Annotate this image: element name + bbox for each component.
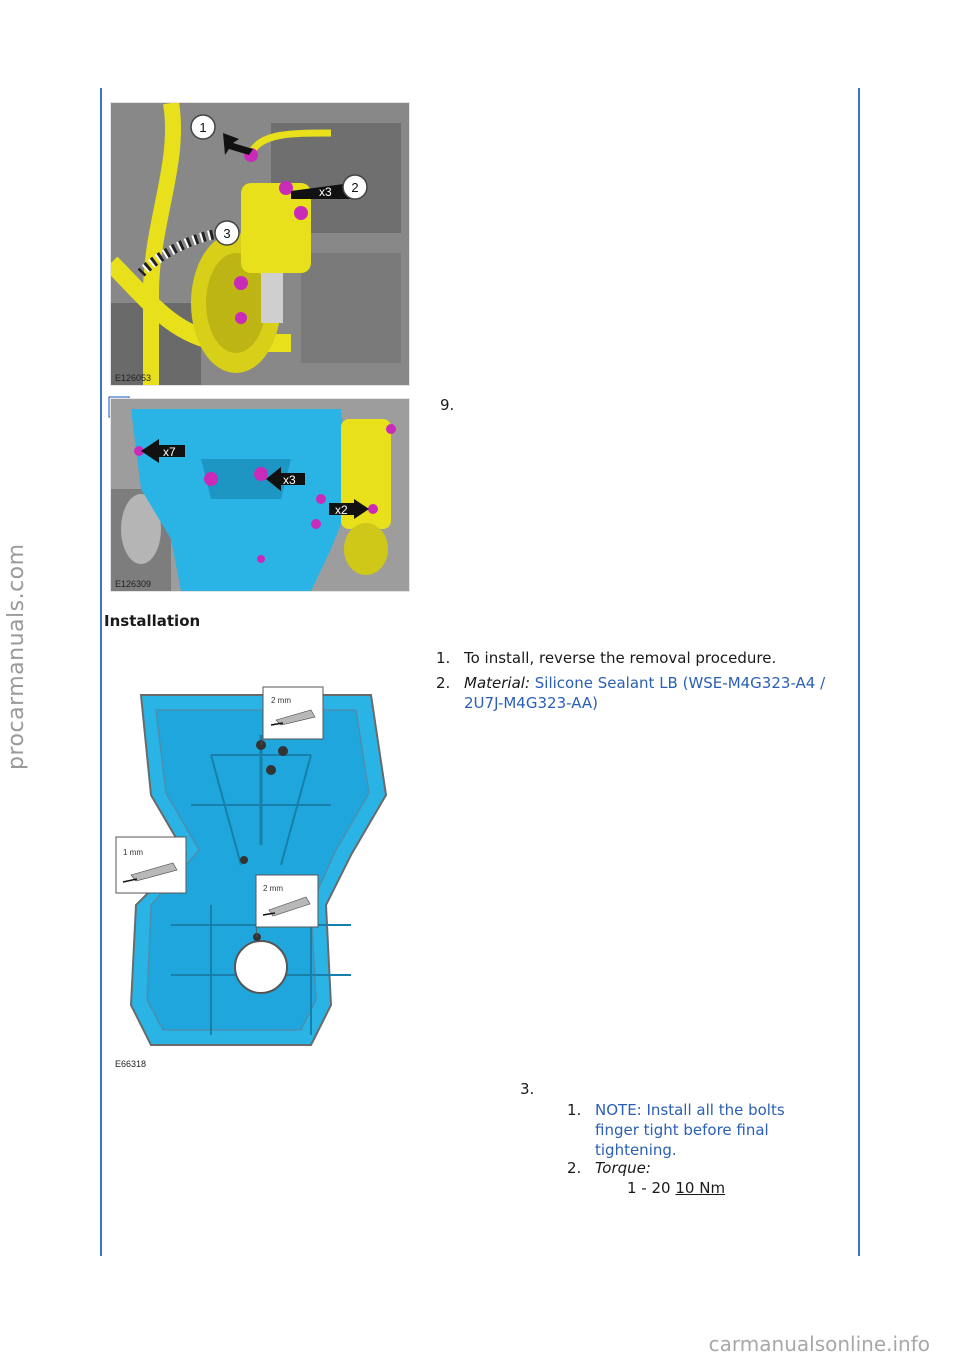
- figure-e66318: [110, 674, 410, 1074]
- callout-1: 1: [199, 120, 207, 135]
- callout-2: 2: [351, 180, 359, 195]
- badge-x2: x2: [335, 503, 348, 517]
- figure-id: E126309: [115, 579, 152, 589]
- step3-subitem-2: [567, 1158, 847, 1200]
- installation-heading: Installation: [104, 612, 201, 630]
- material-link[interactable]: Silicone Sealant LB (WSE-M4G323-A4 /: [534, 674, 826, 692]
- item-text: To install, reverse the removal procedure.: [464, 649, 777, 667]
- bolt-marker: [294, 206, 308, 220]
- figure-id: E66318: [115, 1059, 147, 1069]
- figure-e126309: [110, 398, 410, 592]
- callout-3: 3: [223, 226, 231, 241]
- step-9-label: 9.: [440, 396, 455, 414]
- figure-id: E126053: [115, 373, 152, 383]
- figure-e126053: [110, 102, 410, 386]
- note-line-2: finger tight before final: [595, 1121, 769, 1139]
- bolt-marker: [235, 312, 247, 324]
- sealant-bead-callout: 1 mm: [123, 848, 143, 857]
- bolt-marker: [234, 276, 248, 290]
- bolt-marker: [279, 181, 293, 195]
- badge-x3: x3: [283, 473, 296, 487]
- watermark-carmanualsonline: carmanualsonline.info: [708, 1332, 930, 1356]
- installation-item-2: [436, 673, 856, 715]
- badge-x7: x7: [163, 445, 176, 459]
- torque-label: Torque:: [595, 1159, 651, 1177]
- badge-x3: x3: [319, 185, 332, 199]
- material-label: Material:: [464, 674, 530, 692]
- item-number: 1.: [436, 649, 451, 667]
- item-number: 2.: [436, 674, 451, 692]
- note-line-3: tightening.: [595, 1141, 677, 1159]
- page-frame-right: [858, 88, 860, 1256]
- sealant-bead-callout: 2 mm: [271, 696, 291, 705]
- material-link-cont[interactable]: 2U7J-M4G323-AA): [464, 694, 598, 712]
- step3-subitem-1: [567, 1100, 847, 1160]
- sealant-bead-callout: 2 mm: [263, 884, 283, 893]
- item-number: 1.: [567, 1101, 582, 1119]
- watermark-procarmanuals: procarmanuals.com: [4, 543, 29, 770]
- installation-item-1: [436, 648, 856, 668]
- note-line-1: NOTE: Install all the bolts: [595, 1101, 785, 1119]
- page-frame-left: [100, 88, 102, 1256]
- step-3-label: 3.: [520, 1080, 535, 1098]
- item-number: 2.: [567, 1159, 582, 1177]
- torque-value[interactable]: 10 Nm: [675, 1179, 726, 1197]
- torque-range: 1 - 20: [627, 1179, 671, 1197]
